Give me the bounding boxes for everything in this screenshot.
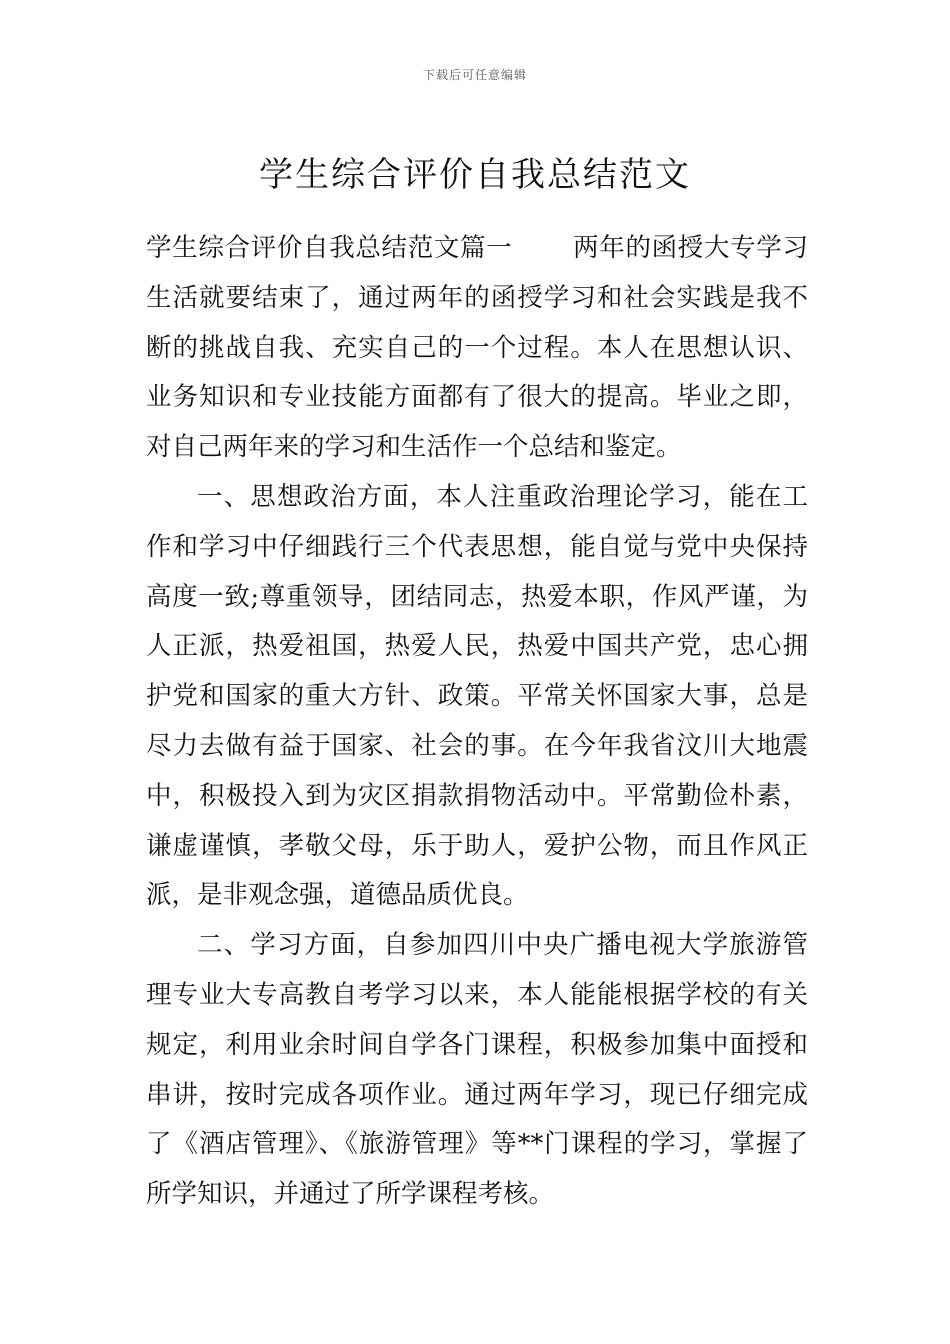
intro-heading: 学生综合评价自我总结范文篇一: [146, 233, 513, 263]
paragraph-ideology: 一、思想政治方面，本人注重政治理论学习，能在工作和学习中仔细践行三个代表思想，能自觉与党中央保持高度一致;尊重领导，团结同志，热爱本职，作风严谨，为人正派，热爱祖国，热爱人民，热爱中国共产党，忠心拥护党和国家的重大方针、政策。平常关怀国家大事，总是尽力去做有益于国家、社会的事。在今年我省汶川大地震中，积极投入到为灾区捐款捐物活动中。平常勤俭朴素，谦虚谨慎，孝敬父母，乐于助人，爱护公物，而且作风正派，是非观念强，道德品质优良。: [146, 481, 808, 911]
paragraph-intro: [146, 224, 808, 473]
page-title: 学生综合评价自我总结范文: [259, 154, 691, 195]
paragraph-study: 二、学习方面，自参加四川中央广播电视大学旅游管理专业大专高教自考学习以来，本人能能根据学校的有关规定，利用业余时间自学各门课程，积极参加集中面授和串讲，按时完成各项作业。通过两年学习，现已仔细完成了《酒店管理》、《旅游管理》等**门课程的学习，掌握了所学知识，并通过了所学课程考核。: [146, 930, 808, 1210]
intro-text: 两年的函授大专学习生活就要结束了，通过两年的函授学习和社会实践是我不断的挑战自我、充实自己的一个过程。本人在思想认识、业务知识和专业技能方面都有了很大的提高。毕业之即，对自己两年来的学习和生活作一个总结和鉴定。: [146, 233, 808, 463]
document-body: [146, 224, 808, 1220]
download-note: 下载后可任意编辑: [422, 68, 527, 82]
